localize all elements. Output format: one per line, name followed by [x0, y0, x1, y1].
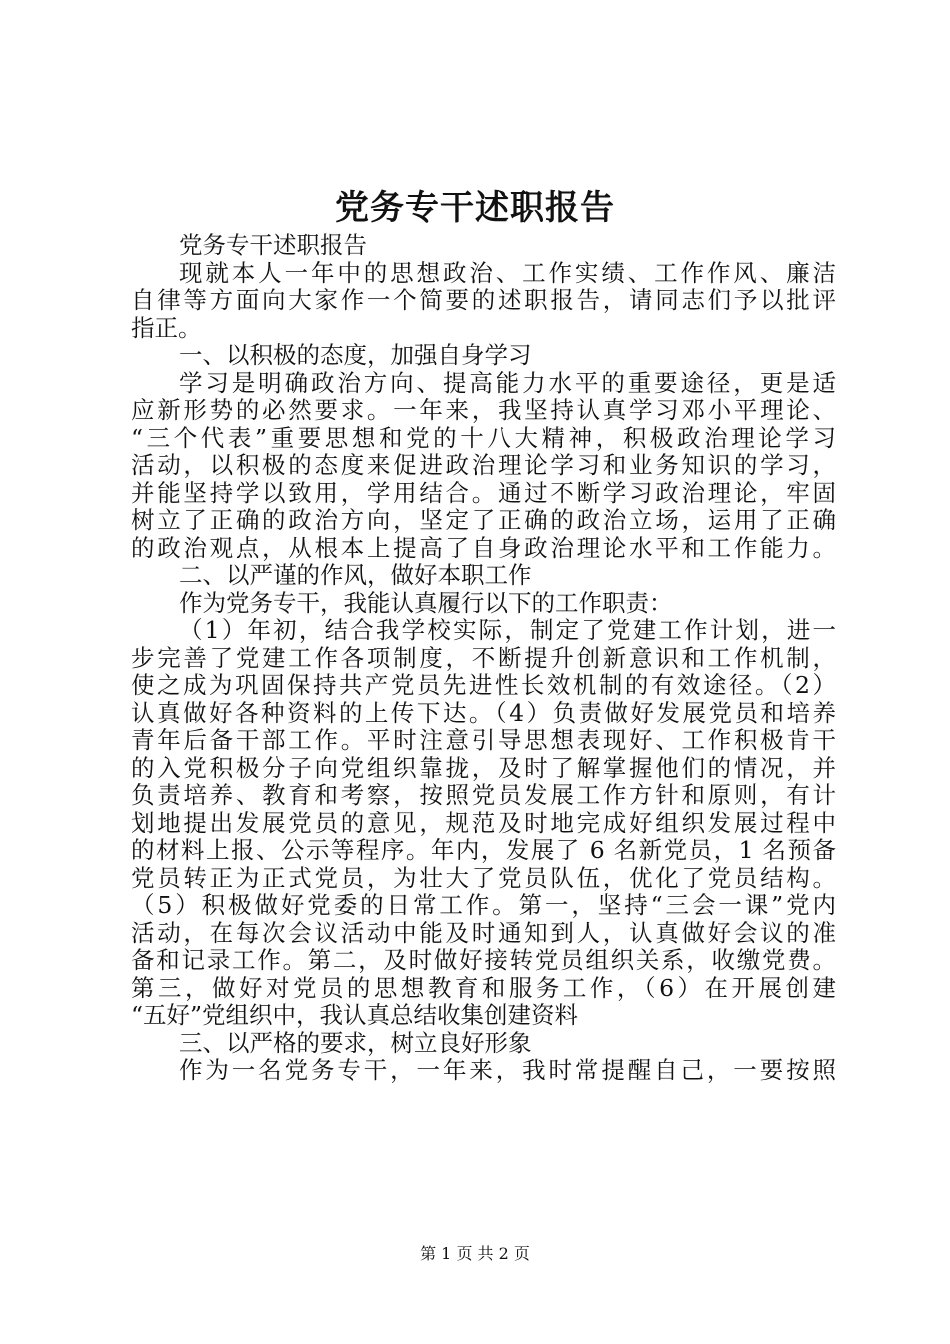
text-line: 指正。 — [131, 313, 202, 342]
text-line: 备和记录工作。第二，及时做好接转党员组织关系，收缴党费。 — [131, 946, 836, 974]
text-line: 第三，做好对党员的思想教育和服务工作，（6）在开展创建 — [131, 973, 836, 1002]
text-line: 活动，以积极的态度来促进政治理论学习和业务知识的学习， — [131, 451, 836, 479]
text-line: 应新形势的必然要求。一年来，我坚持认真学习邓小平理论、 — [131, 396, 836, 424]
text-line: 二、以严谨的作风，做好本职工作 — [179, 561, 532, 589]
text-line: 青年后备干部工作。平时注意引导思想表现好、工作积极肯干 — [131, 726, 836, 754]
page-footer: 第 1 页 共 2 页 — [420, 1244, 530, 1263]
text-line: 认真做好各种资料的上传下达。（4）负责做好发展党员和培养 — [131, 698, 836, 727]
text-line: 学习是明确政治方向、提高能力水平的重要途径，更是适 — [179, 368, 836, 397]
text-line: 的材料上报、公示等程序。年内，发展了 6 名新党员，1 名预备 — [131, 836, 836, 864]
text-line: 活动，在每次会议活动中能及时通知到人，认真做好会议的准 — [131, 918, 836, 947]
text-line: 的入党积极分子向党组织靠拢，及时了解掌握他们的情况，并 — [131, 753, 836, 782]
text-line: “三个代表”重要思想和党的十八大精神，积极政治理论学习 — [131, 423, 836, 452]
page-title: 党务专干述职报告 — [335, 188, 615, 228]
text-line: “五好”党组织中，我认真总结收集创建资料 — [131, 1001, 579, 1029]
text-line: 党务专干述职报告 — [179, 231, 367, 259]
text-line: 三、以严格的要求，树立良好形象 — [179, 1028, 532, 1057]
text-line: 作为党务专干，我能认真履行以下的工作职责： — [179, 588, 673, 617]
text-line: 一、以积极的态度，加强自身学习 — [179, 341, 532, 369]
text-line: （1）年初，结合我学校实际，制定了党建工作计划，进一 — [179, 616, 836, 644]
text-line: 作为一名党务专干，一年来，我时常提醒自己，一要按照 — [179, 1056, 836, 1084]
text-line: 的政治观点，从根本上提高了自身政治理论水平和工作能力。 — [131, 533, 836, 562]
text-line: 现就本人一年中的思想政治、工作实绩、工作作风、廉洁 — [179, 258, 836, 287]
text-line: 步完善了党建工作各项制度，不断提升创新意识和工作机制， — [131, 643, 836, 672]
text-line: 负责培养、教育和考察，按照党员发展工作方针和原则，有计 — [131, 781, 836, 809]
text-line: 并能坚持学以致用，学用结合。通过不断学习政治理论，牢固 — [131, 478, 836, 507]
text-line: （5）积极做好党委的日常工作。第一，坚持“三会一课”党内 — [131, 891, 836, 919]
text-line: 树立了正确的政治方向，坚定了正确的政治立场，运用了正确 — [131, 506, 836, 534]
text-line: 划地提出发展党员的意见，规范及时地完成好组织发展过程中 — [131, 808, 836, 837]
text-line: 自律等方面向大家作一个简要的述职报告，请同志们予以批评 — [131, 286, 836, 314]
document-body — [131, 232, 836, 1085]
text-line: 党员转正为正式党员，为壮大了党员队伍，优化了党员结构。 — [131, 863, 836, 892]
text-line: 使之成为巩固保持共产党员先进性长效机制的有效途径。（2） — [131, 671, 836, 699]
